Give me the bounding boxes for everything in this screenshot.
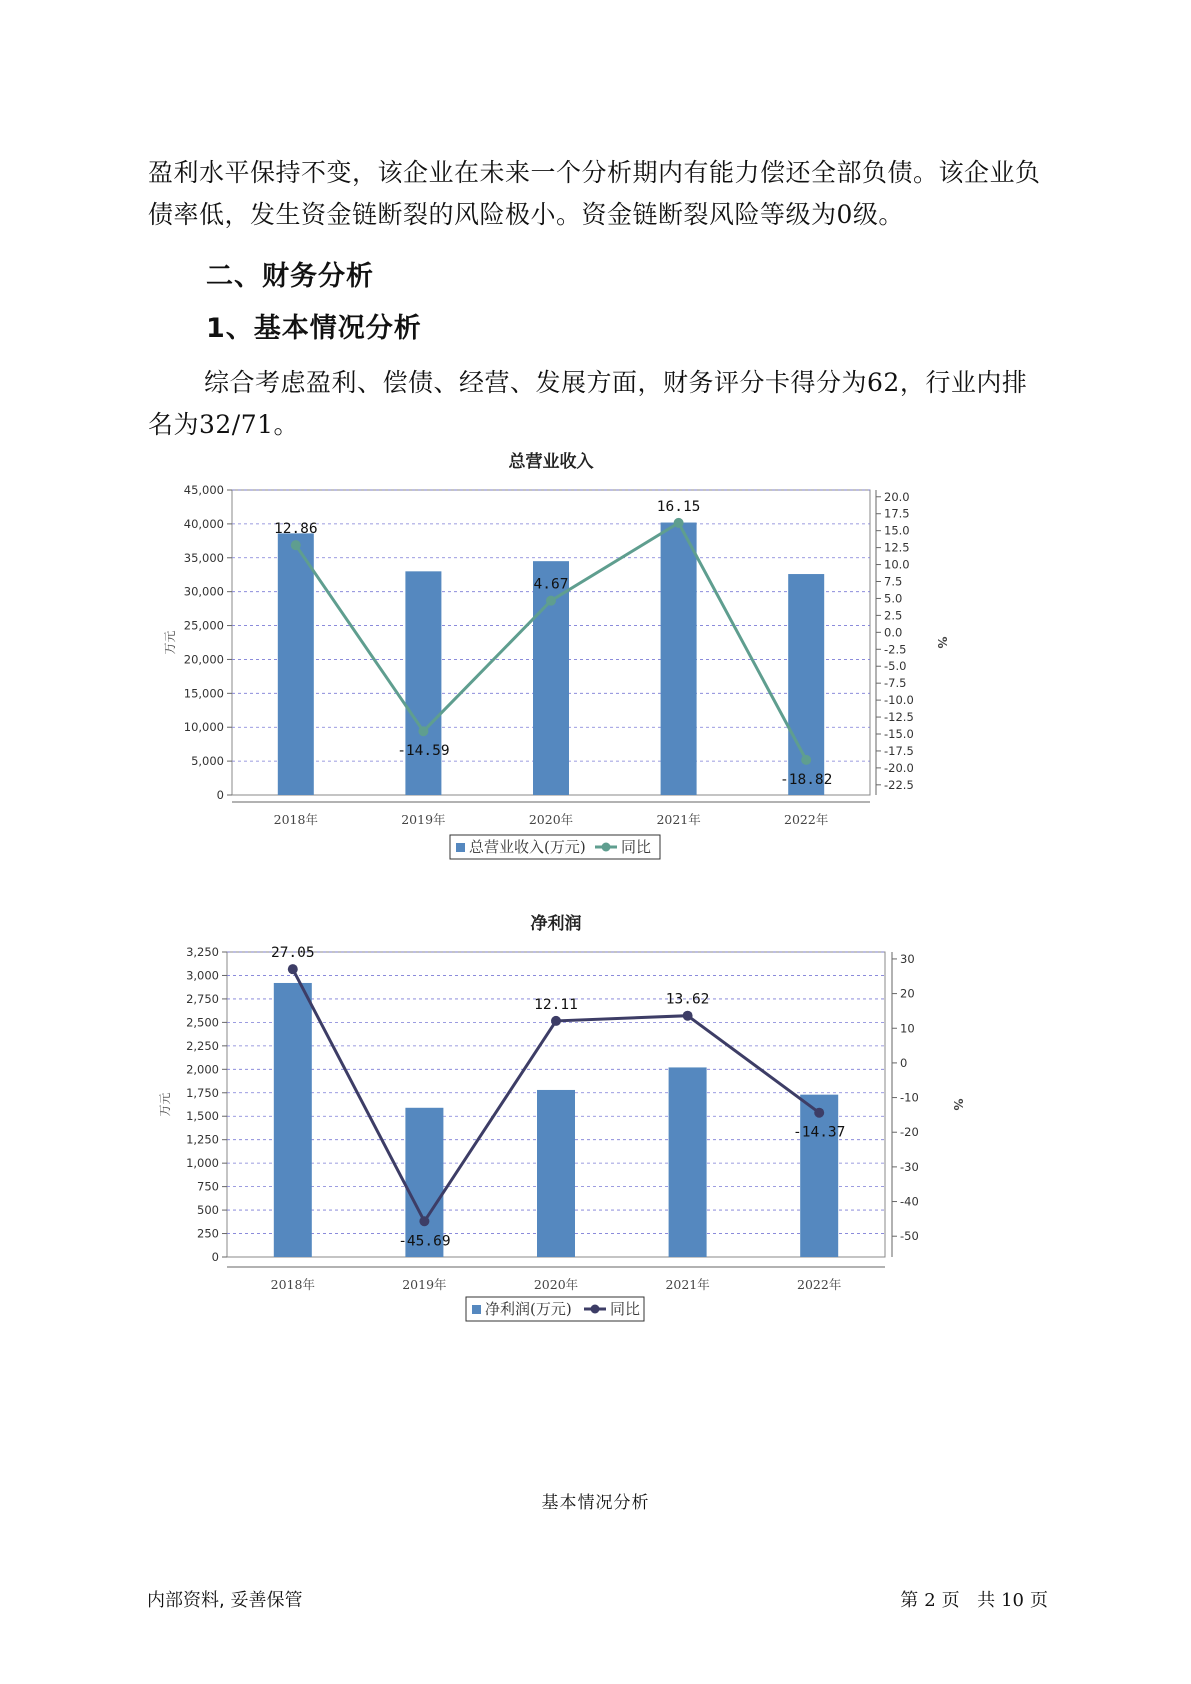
- y2-tick-label: 15.0: [884, 523, 910, 538]
- y-tick-label: 45,000: [183, 483, 224, 497]
- y-tick-label: 35,000: [183, 550, 224, 565]
- y2-tick-label: -2.5: [884, 642, 907, 657]
- legend-bar-swatch: [472, 1305, 481, 1314]
- bar: [405, 571, 441, 795]
- bar: [537, 1090, 575, 1257]
- y2-tick-label: -5.0: [884, 659, 907, 674]
- y2-tick-label: -20: [900, 1125, 919, 1140]
- y-axis-label: 万元: [158, 1092, 172, 1117]
- legend-line-marker: [591, 1305, 600, 1314]
- paragraph-1: 盈利水平保持不变，该企业在未来一个分析期内有能力偿还全部负债。该企业负债率低，发生资金链断裂的风险极小。资金链断裂风险等级为0级。: [148, 158, 1041, 229]
- y-tick-label: 0: [211, 1250, 219, 1264]
- y-tick-label: 25,000: [183, 618, 224, 633]
- y-tick-label: 2,000: [186, 1062, 219, 1077]
- y2-tick-label: 20: [900, 986, 915, 1001]
- y-tick-label: 3,000: [186, 968, 219, 983]
- data-label: 12.86: [273, 521, 318, 538]
- y2-tick-label: 30: [900, 951, 915, 966]
- figure-caption: 基本情况分析: [541, 1493, 650, 1513]
- y2-tick-label: -7.5: [884, 676, 907, 691]
- x-tick-label: 2020年: [528, 812, 574, 827]
- y2-axis-label: %: [951, 1098, 965, 1111]
- legend-line-label: 同比: [621, 838, 652, 856]
- y-axis-label: 万元: [163, 630, 177, 655]
- y-tick-label: 1,000: [186, 1156, 219, 1171]
- yoy-point: [418, 726, 428, 736]
- y2-tick-label: -30: [900, 1159, 919, 1174]
- data-label: -14.59: [397, 743, 450, 760]
- y-tick-label: 500: [197, 1203, 219, 1218]
- y2-tick-label: -10.0: [884, 693, 914, 708]
- y2-axis-label: %: [935, 636, 949, 649]
- yoy-point: [419, 1216, 429, 1226]
- total-pages: 10: [1001, 1590, 1024, 1611]
- data-label: 4.67: [533, 576, 569, 593]
- y2-tick-label: 0.0: [884, 625, 903, 640]
- y-tick-label: 250: [197, 1226, 219, 1241]
- y2-tick-label: -15.0: [884, 727, 914, 741]
- y-tick-label: 20,000: [183, 652, 224, 667]
- y2-tick-label: 17.5: [884, 506, 910, 521]
- net-profit-chart: [158, 905, 1050, 1345]
- yoy-point: [551, 1016, 561, 1026]
- yoy-point: [814, 1108, 824, 1118]
- bar: [669, 1067, 707, 1257]
- net-profit-chart-svg: [158, 905, 1050, 1345]
- y-tick-label: 2,250: [186, 1038, 219, 1053]
- page-prefix: 第: [900, 1590, 919, 1611]
- y-tick-label: 2,500: [186, 1015, 219, 1030]
- y2-tick-label: 20.0: [884, 489, 910, 504]
- y-tick-label: 15,000: [183, 686, 224, 701]
- y2-tick-label: 7.5: [884, 574, 903, 589]
- y2-tick-label: -22.5: [884, 777, 914, 792]
- y2-tick-label: -20.0: [884, 760, 914, 775]
- page-suffix: 页: [941, 1590, 960, 1611]
- y2-tick-label: 0: [900, 1055, 908, 1070]
- total-suffix: 页: [1030, 1590, 1048, 1611]
- section-heading: 二、财务分析: [206, 261, 374, 292]
- y-tick-label: 1,250: [186, 1132, 219, 1147]
- data-label: 16.15: [656, 498, 701, 515]
- y2-tick-label: -12.5: [884, 710, 914, 725]
- y2-tick-label: 2.5: [884, 608, 903, 623]
- footer-confidential-note: 内部资料, 妥善保管: [147, 1590, 303, 1611]
- x-tick-label: 2018年: [273, 812, 318, 827]
- y2-tick-label: -10: [900, 1090, 919, 1105]
- y-tick-label: 30,000: [183, 584, 224, 599]
- x-tick-label: 2018年: [270, 1277, 315, 1292]
- subsection-heading: 1、基本情况分析: [206, 313, 422, 344]
- x-tick-label: 2019年: [401, 812, 446, 827]
- bar: [661, 523, 697, 795]
- y-tick-label: 10,000: [183, 720, 224, 735]
- y2-tick-label: 5.0: [884, 591, 903, 606]
- chart-title: 总营业收入: [508, 452, 594, 472]
- revenue-chart: [163, 440, 1050, 880]
- y-tick-label: 40,000: [183, 516, 224, 531]
- y-tick-label: 750: [197, 1179, 219, 1194]
- y2-tick-label: -17.5: [884, 743, 914, 758]
- legend-line-marker: [602, 843, 611, 852]
- x-tick-label: 2021年: [656, 812, 701, 827]
- chart-title: 净利润: [530, 914, 582, 934]
- data-label: -45.69: [398, 1233, 451, 1250]
- data-label: 12.11: [534, 996, 578, 1013]
- bar: [278, 533, 314, 795]
- yoy-point: [801, 755, 811, 765]
- paragraph-2: 综合考虑盈利、偿债、经营、发展方面，财务评分卡得分为62，行业内排名为32/71。: [148, 368, 1028, 439]
- y2-tick-label: -50: [900, 1229, 919, 1244]
- yoy-point: [288, 964, 298, 974]
- legend-bar-label: 净利润(万元): [485, 1300, 572, 1318]
- yoy-point: [683, 1011, 693, 1021]
- x-tick-label: 2020年: [533, 1277, 579, 1292]
- revenue-chart-svg: [163, 440, 1050, 880]
- y-tick-label: 2,750: [186, 991, 219, 1006]
- y2-tick-label: -40: [900, 1194, 919, 1209]
- x-tick-label: 2022年: [797, 1277, 842, 1292]
- data-label: -14.37: [793, 1124, 846, 1141]
- legend-bar-label: 总营业收入(万元): [469, 838, 586, 856]
- footer-page-info: [897, 1586, 1051, 1612]
- yoy-point: [546, 596, 556, 606]
- legend-line-label: 同比: [610, 1300, 641, 1318]
- x-tick-label: 2019年: [402, 1277, 447, 1292]
- data-label: 27.05: [270, 945, 315, 962]
- data-label: -18.82: [780, 771, 833, 788]
- page-number: 2: [924, 1590, 936, 1611]
- y-tick-label: 1,500: [186, 1109, 219, 1124]
- y-tick-label: 0: [216, 788, 224, 802]
- y-tick-label: 3,250: [186, 945, 219, 959]
- y2-tick-label: 10.0: [884, 557, 910, 572]
- x-tick-label: 2022年: [784, 812, 829, 827]
- bar: [800, 1095, 838, 1257]
- total-prefix: 共: [977, 1590, 996, 1611]
- legend-bar-swatch: [456, 843, 465, 852]
- y-tick-label: 5,000: [191, 754, 224, 769]
- y2-tick-label: 10: [900, 1021, 915, 1036]
- bar: [274, 983, 312, 1257]
- yoy-point: [674, 518, 684, 528]
- yoy-point: [291, 540, 301, 550]
- data-label: 13.62: [665, 991, 710, 1008]
- x-tick-label: 2021年: [665, 1277, 710, 1292]
- y2-tick-label: 12.5: [884, 540, 910, 555]
- y-tick-label: 1,750: [186, 1085, 219, 1100]
